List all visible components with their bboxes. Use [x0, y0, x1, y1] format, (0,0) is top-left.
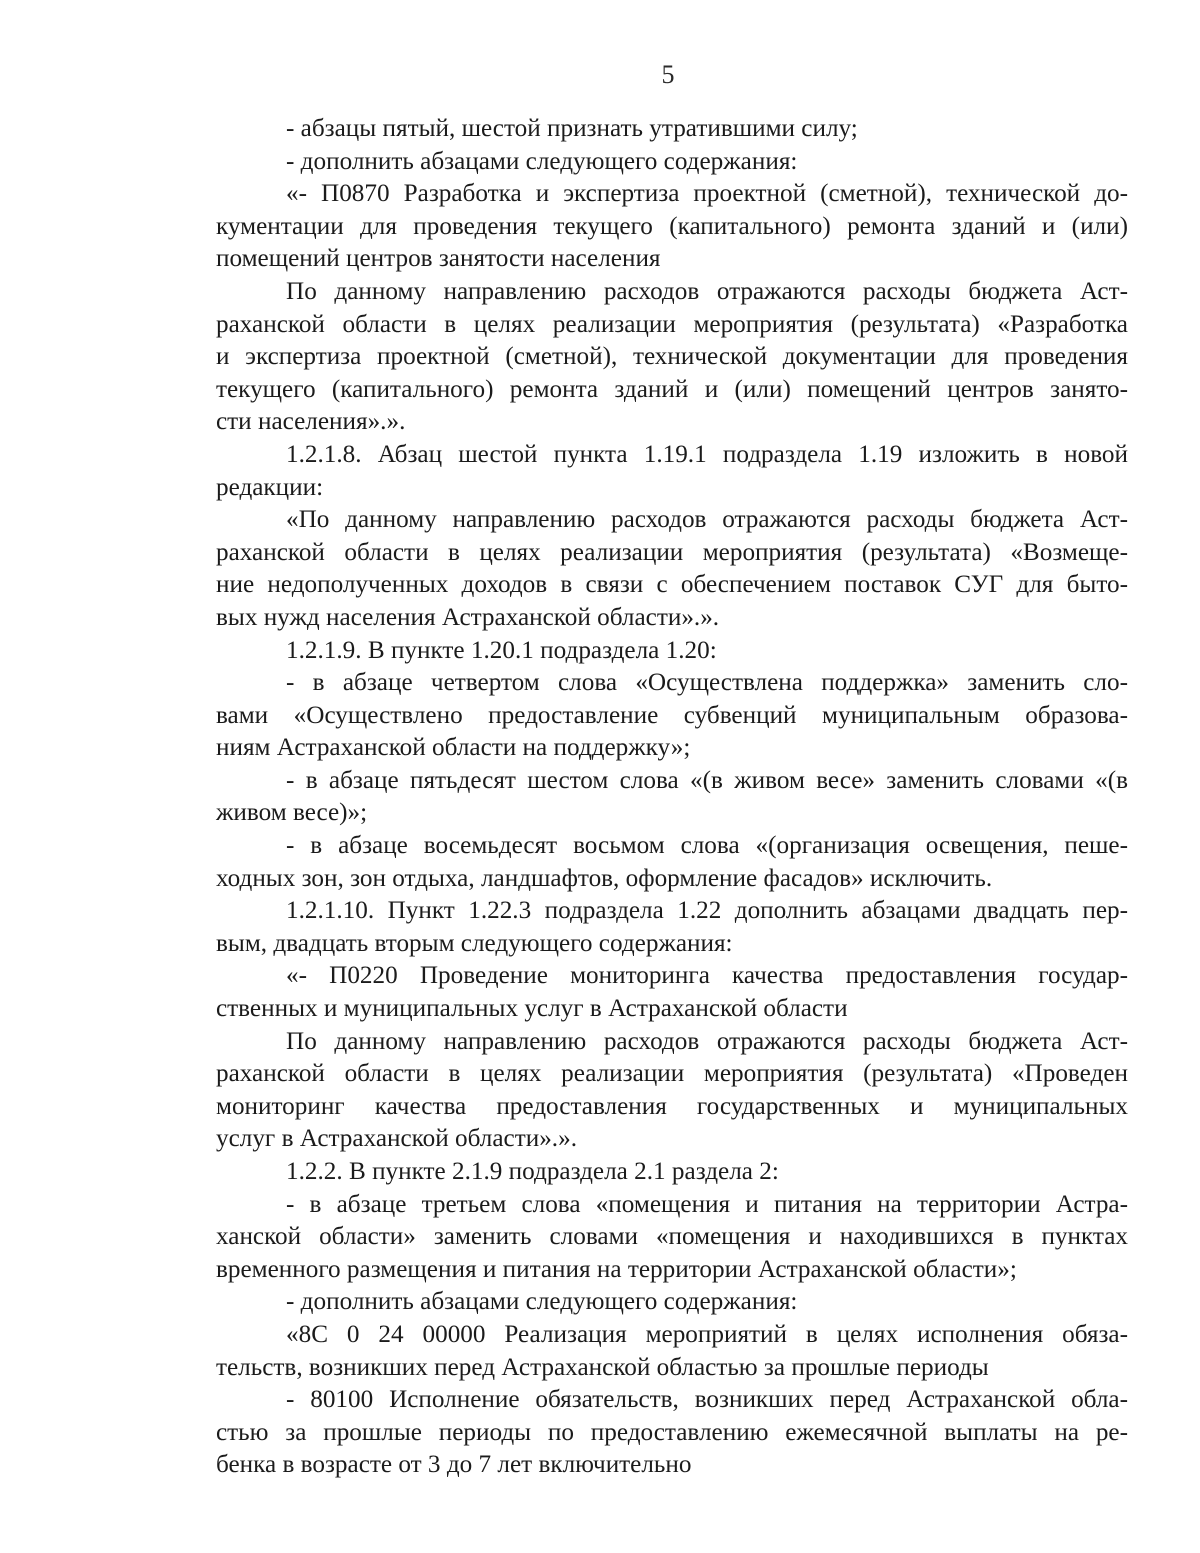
text-line: - абзацы пятый, шестой признать утратившими силу;	[286, 115, 858, 142]
text-line: кументации для проведения текущего (капитального) ремонта зданий и (или)	[216, 212, 1128, 240]
text-line: раханской области в целях реализации мероприятия (результата) «Разработка	[216, 310, 1128, 338]
text-line: По данному направлению расходов отражаются расходы бюджета Аст-	[286, 1027, 1128, 1055]
paragraph	[216, 178, 1128, 276]
paragraph	[216, 765, 1128, 830]
paragraph	[216, 1189, 1128, 1287]
text-line: ние недополученных доходов в связи с обеспечением поставок СУГ для быто-	[216, 571, 1128, 599]
paragraph	[216, 1384, 1128, 1482]
paragraph	[216, 113, 1128, 146]
text-line: и экспертиза проектной (сметной), технической документации для проведения	[216, 343, 1128, 371]
text-line: - в абзаце пятьдесят шестом слова «(в живом весе» заменить словами «(в	[286, 766, 1128, 794]
text-line: - 80100 Исполнение обязательств, возникших перед Астраханской обла-	[286, 1386, 1128, 1414]
text-line: вами «Осуществлено предоставление субвенций муниципальным образова-	[216, 701, 1128, 729]
text-line: бенка в возрасте от 3 до 7 лет включительно	[216, 1451, 692, 1479]
text-line: мониторинг качества предоставления государственных и муниципальных	[216, 1092, 1128, 1120]
text-line: - дополнить абзацами следующего содержания:	[286, 147, 798, 175]
text-line: вых нужд населения Астраханской области».».	[216, 603, 720, 631]
text-line: - дополнить абзацами следующего содержания:	[286, 1288, 798, 1316]
text-line: 1.2.2. В пункте 2.1.9 подраздела 2.1 раздела 2:	[286, 1158, 779, 1185]
text-line: раханской области в целях реализации мероприятия (результата) «Возмеще-	[216, 538, 1128, 566]
paragraph	[216, 960, 1128, 1025]
text-line: стью за прошлые периоды по предоставлению ежемесячной выплаты на ре-	[216, 1418, 1128, 1446]
text-line: сти населения».».	[216, 408, 406, 436]
text-line: - в абзаце третьем слова «помещения и питания на территории Астра-	[286, 1190, 1128, 1218]
text-line: - в абзаце четвертом слова «Осуществлена поддержка» заменить сло-	[286, 669, 1128, 697]
text-line: По данному направлению расходов отражаются расходы бюджета Аст-	[286, 277, 1128, 305]
text-line: живом весе)»;	[216, 799, 368, 827]
paragraph	[216, 439, 1128, 504]
text-line: тельств, возникших перед Астраханской областью за прошлые периоды	[216, 1353, 989, 1381]
text-line: - в абзаце восемьдесят восьмом слова «(организация освещения, пеше-	[286, 832, 1128, 860]
paragraph	[216, 667, 1128, 765]
paragraph	[216, 504, 1128, 634]
text-line: вым, двадцать вторым следующего содержания:	[216, 929, 733, 957]
paragraph	[216, 1286, 1128, 1319]
paragraph	[216, 1156, 1128, 1189]
text-line: помещений центров занятости населения	[216, 245, 661, 273]
paragraph	[216, 895, 1128, 960]
text-line: 1.2.1.9. В пункте 1.20.1 подраздела 1.20:	[286, 636, 717, 664]
paragraph	[216, 146, 1128, 179]
text-line: раханской области в целях реализации мероприятия (результата) «Проведен	[216, 1060, 1128, 1088]
paragraph	[216, 1026, 1128, 1156]
document-body	[216, 113, 1128, 1482]
text-line: «- П0220 Проведение мониторинга качества предоставления государ-	[286, 962, 1128, 990]
text-line: временного размещения и питания на территории Астраханской области»;	[216, 1255, 1017, 1283]
text-line: ниям Астраханской области на поддержку»;	[216, 734, 691, 762]
text-line: «8С 0 24 00000 Реализация мероприятий в целях исполнения обяза-	[286, 1320, 1128, 1348]
paragraph	[216, 830, 1128, 895]
text-line: ходных зон, зон отдыха, ландшафтов, оформление фасадов» исключить.	[216, 864, 993, 892]
text-line: ханской области» заменить словами «помещения и находившихся в пунктах	[216, 1223, 1128, 1251]
page-number: 5	[661, 60, 675, 89]
text-line: 1.2.1.8. Абзац шестой пункта 1.19.1 подраздела 1.19 изложить в новой	[286, 440, 1128, 468]
text-line: редакции:	[216, 473, 324, 501]
text-line: 1.2.1.10. Пункт 1.22.3 подраздела 1.22 дополнить абзацами двадцать пер-	[286, 897, 1128, 925]
paragraph	[216, 276, 1128, 439]
text-line: ственных и муниципальных услуг в Астраханской области	[216, 995, 848, 1023]
text-line: «По данному направлению расходов отражаются расходы бюджета Аст-	[286, 506, 1128, 534]
text-line: услуг в Астраханской области».».	[216, 1125, 577, 1153]
text-line: текущего (капитального) ремонта зданий и (или) помещений центров занято-	[216, 375, 1128, 403]
text-line: «- П0870 Разработка и экспертиза проектной (сметной), технической до-	[286, 180, 1128, 208]
paragraph	[216, 635, 1128, 668]
paragraph	[216, 1319, 1128, 1384]
